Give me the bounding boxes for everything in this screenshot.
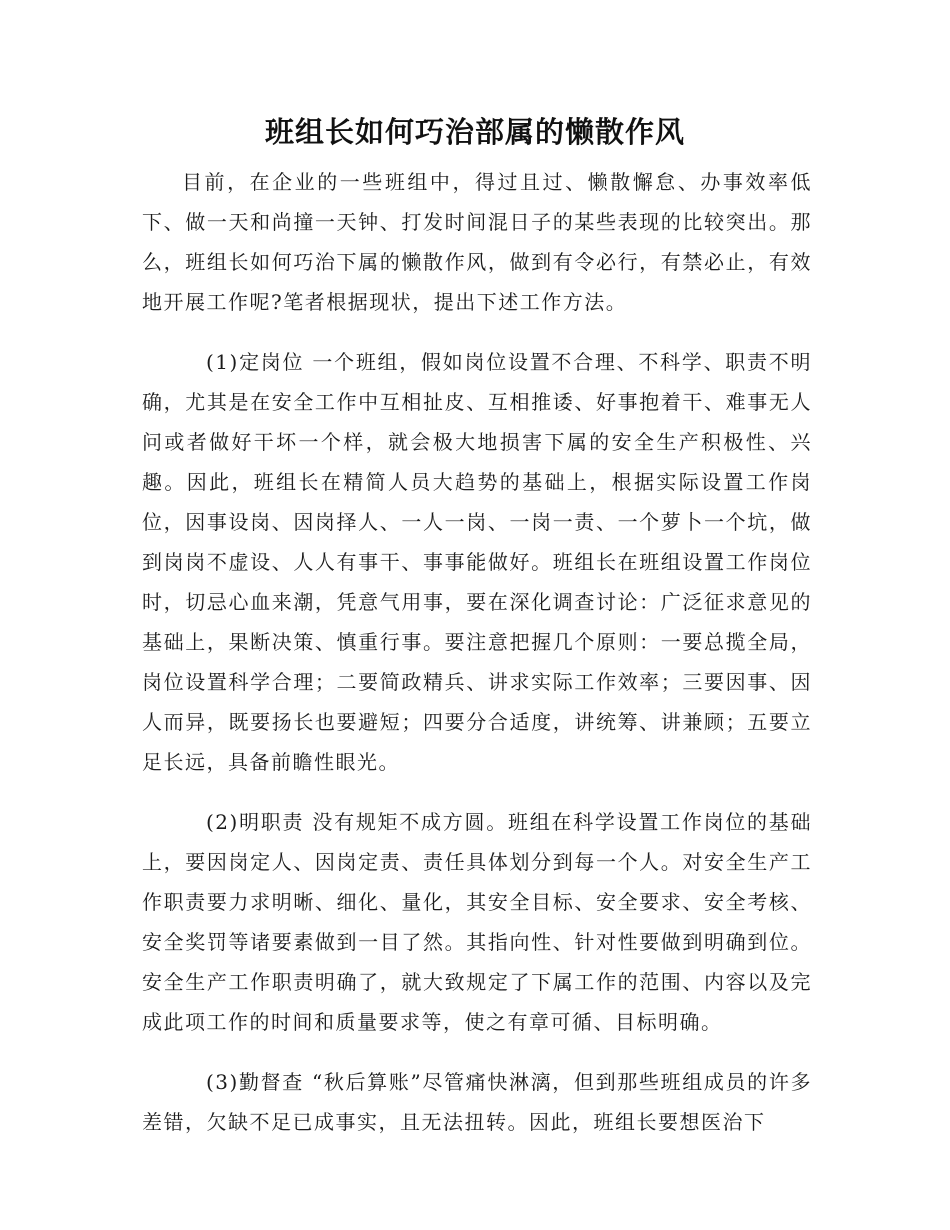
paragraph-clarify-duties: (2)明职责 没有规矩不成方圆。班组在科学设置工作岗位的基础上，要因岗定人、因岗定责、责任具体划分到每一个人。对安全生产工作职责要力求明晰、细化、量化，其安全目标、安全要求、安全考核、安全奖罚等诸要素做到一目了然。其指向性、针对性要做到明确到位。安全生产工作职责明确了，就大致规定了下属工作的范围、内容以及完成此项工作的时间和质量要求等，使之有章可循、目标明确。: [142, 810, 812, 1034]
paragraph-intro: 目前，在企业的一些班组中，得过且过、懒散懈怠、办事效率低下、做一天和尚撞一天钟、打发时间混日子的某些表现的比较突出。那么，班组长如何巧治下属的懒散作风，做到有令必行，有禁必止，有效地开展工作呢?笔者根据现状，提出下述工作方法。: [142, 170, 812, 314]
paragraph-define-posts: (1)定岗位 一个班组，假如岗位设置不合理、不科学、职责不明确，尤其是在安全工作中互相扯皮、互相推诿、好事抱着干、难事无人问或者做好干坏一个样，就会极大地损害下属的安全生产积极性、兴趣。因此，班组长在精简人员大趋势的基础上，根据实际设置工作岗位，因事设岗、因岗择人、一人一岗、一岗一责、一个萝卜一个坑，做到岗岗不虚设、人人有事干、事事能做好。班组长在班组设置工作岗位时，切忌心血来潮，凭意气用事，要在深化调查讨论：广泛征求意见的基础上，果断决策、慎重行事。要注意把握几个原则：一要总揽全局，岗位设置科学合理；二要简政精兵、讲求实际工作效率；三要因事、因人而异，既要扬长也要避短；四要分合适度，讲统筹、讲兼顾；五要立足长远，具备前瞻性眼光。: [142, 350, 812, 774]
document-body: [142, 162, 812, 1162]
document-title: 班组长如何巧治部属的懒散作风: [264, 115, 685, 149]
paragraph-supervise: (3)勤督查 “秋后算账”尽管痛快淋漓，但到那些班组成员的许多差错，欠缺不足已成事实，且无法扭转。因此，班组长要想医治下: [142, 1070, 812, 1134]
